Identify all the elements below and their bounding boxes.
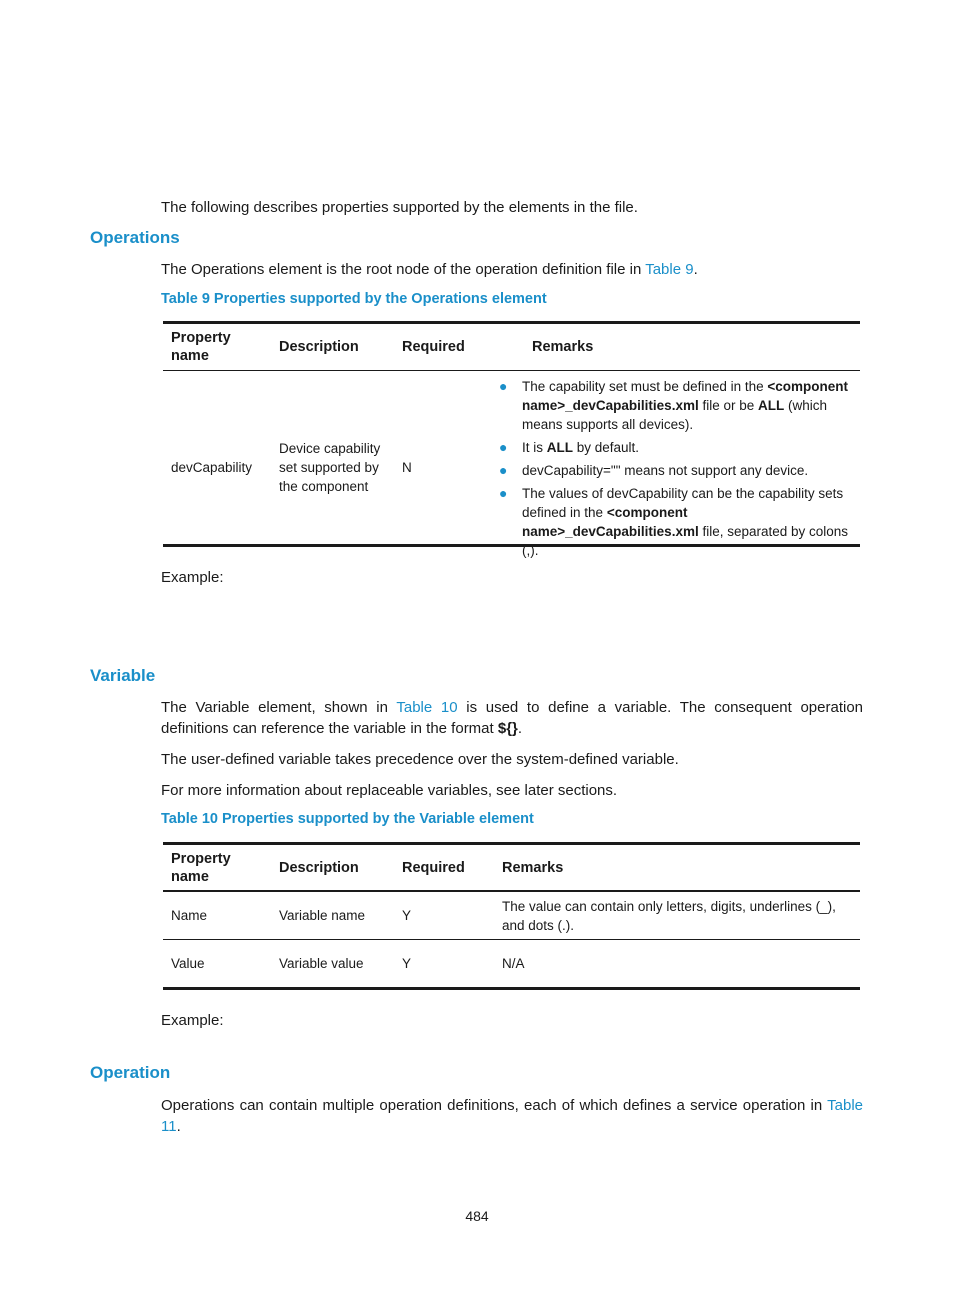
- cell-description: Variable name: [279, 908, 366, 923]
- operation-paragraph: Operations can contain multiple operation definitions, each of which defines a service operation in Table 11.: [161, 1097, 863, 1135]
- list-item: ● devCapability="" means not support any device.: [499, 462, 809, 478]
- table10-header-property: Property name: [171, 850, 231, 885]
- list-item: ● The values of devCapability can be the capability sets defined in the <component name>_devCapabilities.xml file, separated by colons (,).: [499, 485, 849, 558]
- cell-remarks: The value can contain only letters, digits, underlines (_), and dots (.).: [502, 898, 836, 933]
- table9-header-required: Required: [402, 338, 465, 355]
- list-item: ● It is ALL by default.: [499, 439, 640, 455]
- table9-caption: Table 9 Properties supported by the Operations element: [161, 291, 547, 307]
- operations-text: The Operations element is the root node of the operation definition file in: [161, 261, 646, 278]
- table10-header-required: Required: [402, 859, 465, 876]
- cell-description: Variable value: [279, 956, 364, 971]
- table9: [163, 324, 860, 564]
- table10-bottom-rule: [163, 987, 860, 990]
- bullet-icon: ●: [499, 485, 508, 501]
- cell-remarks: N/A: [502, 956, 525, 971]
- table9-header-row: [163, 324, 860, 370]
- cell-property: Value: [171, 956, 205, 971]
- bullet-icon: ●: [499, 439, 508, 455]
- table-row: [163, 891, 860, 940]
- cell-description: Device capability set supported by the component: [279, 440, 381, 494]
- table10: [163, 845, 860, 987]
- cell-required: N: [402, 459, 412, 475]
- cell-required: Y: [402, 908, 412, 923]
- table-row: [163, 940, 860, 987]
- cell-property: devCapability: [171, 459, 253, 475]
- table-row: [163, 370, 860, 564]
- table9-link[interactable]: Table 9: [645, 261, 694, 278]
- variable-heading: Variable: [90, 666, 156, 685]
- operations-paragraph: [161, 259, 698, 280]
- remarks-list: [492, 377, 852, 560]
- table10-header-description: Description: [279, 859, 359, 876]
- table9-header-remarks: Remarks: [532, 338, 594, 355]
- page-number: 484: [465, 1208, 489, 1224]
- table9-header-property: Property name: [171, 329, 231, 364]
- list-item: ● The capability set must be defined in the <component name>_devCapabilities.xml file or be ALL (which means supports all devices).: [499, 378, 849, 432]
- variable-paragraph-2: The user-defined variable takes precedence over the system-defined variable.: [161, 751, 679, 768]
- operations-example-label: Example:: [161, 569, 224, 586]
- variable-example-label: Example:: [161, 1012, 224, 1029]
- cell-required: Y: [402, 956, 412, 971]
- operation-heading: Operation: [90, 1063, 171, 1082]
- cell-remarks: [484, 370, 860, 564]
- table10-link[interactable]: Table 10: [396, 699, 458, 716]
- variable-paragraph-3: For more information about replaceable variables, see later sections.: [161, 782, 618, 799]
- table10-header-remarks: Remarks: [502, 859, 564, 876]
- table10-header-row: [163, 845, 860, 891]
- cell-property: Name: [171, 908, 208, 923]
- variable-paragraph-1: The Variable element, shown in Table 10 is used to define a variable. The consequent operation definitions can reference the variable in the format ${}.: [161, 699, 864, 737]
- bullet-icon: ●: [499, 378, 508, 394]
- table11-link[interactable]: Table 11: [161, 1097, 863, 1135]
- intro-text: The following describes properties supported by the elements in the file.: [161, 199, 638, 216]
- operations-text-end: .: [693, 261, 698, 278]
- operations-heading: Operations: [90, 228, 180, 247]
- table10-caption: Table 10 Properties supported by the Variable element: [161, 811, 534, 827]
- table9-header-description: Description: [279, 338, 359, 355]
- bullet-icon: ●: [499, 462, 508, 478]
